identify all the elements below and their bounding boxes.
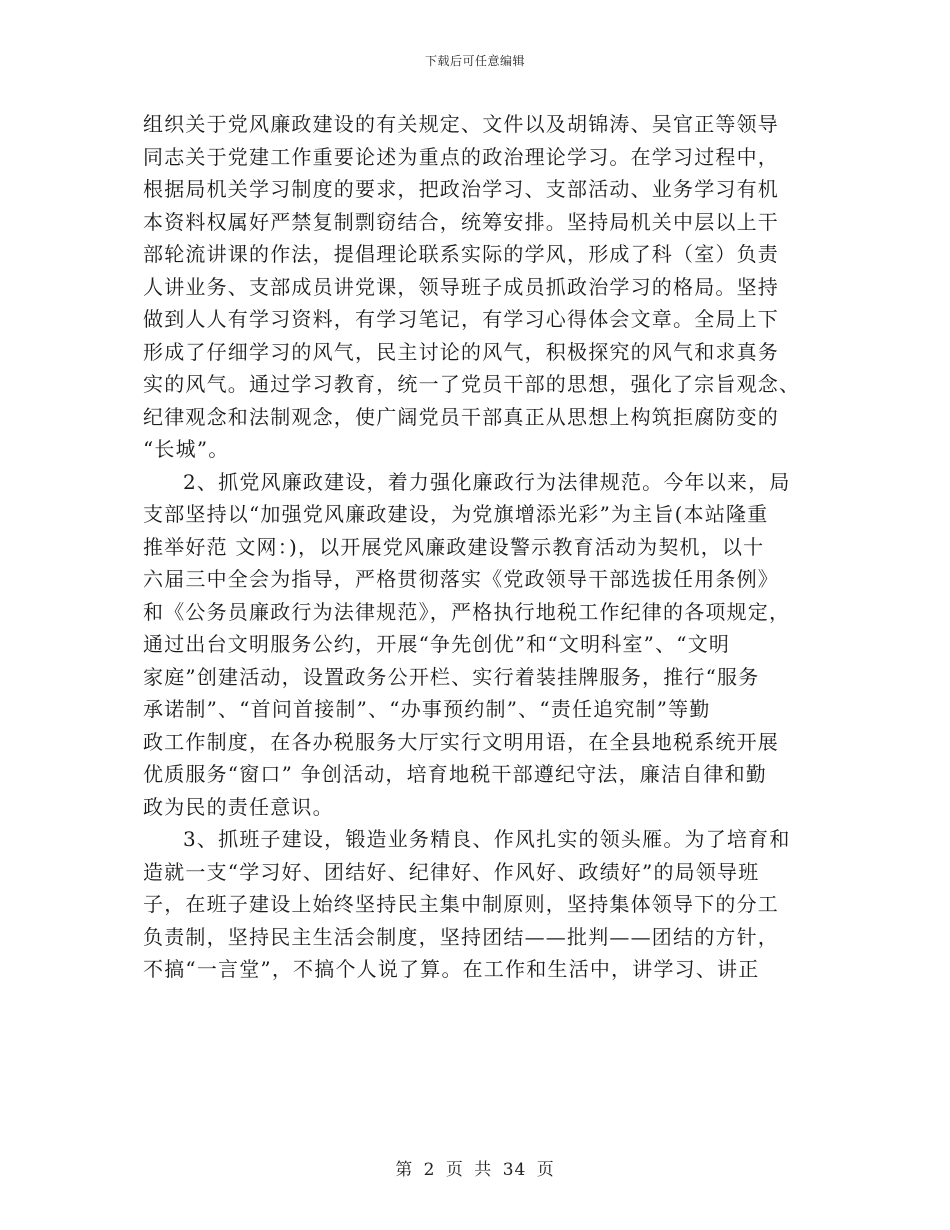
page-header-note: 下载后可任意编辑: [424, 54, 525, 68]
text-line: 本资料权属好严禁复制剽窃结合，统筹安排。坚持局机关中层以上干: [143, 209, 779, 234]
text-line: 造就一支“学习好、团结好、纪律好、作风好、政绩好”的局领导班: [143, 859, 760, 884]
text-line: 家庭”创建活动，设置政务公开栏、实行着装挂牌服务，推行“服务: [143, 664, 760, 689]
text-line: 和《公务员廉政行为法律规范》，严格执行地税工作纪律的各项规定，: [143, 599, 791, 624]
text-line: 同志关于党建工作重要论述为重点的政治理论学习。在学习过程中，: [143, 144, 779, 169]
paragraph-3-start: 3、抓班子建设，锻造业务精良、作风扎实的领头雁。为了培育和: [183, 827, 791, 851]
text-line: 实的风气。通过学习教育，统一了党员干部的思想，强化了宗旨观念、: [143, 372, 801, 396]
text-line: 政为民的责任意识。: [143, 794, 334, 819]
text-line: 优质服务“窗口” 争创活动，培育地税干部遵纪守法，廉洁自律和勤: [143, 762, 768, 786]
text-line: 子，在班子建设上始终坚持民主集中制原则，坚持集体领导下的分工: [143, 892, 779, 916]
text-line: 形成了仔细学习的风气，民主讨论的风气，积极探究的风气和求真务: [143, 339, 779, 364]
text-line: 根据局机关学习制度的要求，把政治学习、支部活动、业务学习有机: [143, 177, 779, 201]
text-line: “长城”。: [143, 437, 230, 461]
text-line: 政工作制度，在各办税服务大厅实行文明用语，在全县地税系统开展: [143, 729, 779, 754]
text-line: 部轮流讲课的作法，提倡理论联系实际的学风，形成了科（室）负责: [143, 242, 779, 266]
text-line: 承诺制”、“首问首接制”、“办事预约制”、“责任追究制”等勤: [143, 697, 711, 721]
text-line: 不搞“一言堂”，不搞个人说了算。在工作和生活中，讲学习、讲正: [143, 957, 760, 981]
document-body: [143, 108, 813, 986]
paragraph-2-start: 2、抓党风廉政建设，着力强化廉政行为法律规范。今年以来，局: [183, 469, 791, 494]
text-line: 推举好范 文网：)，以开展党风廉政建设警示教育活动为契机，以十: [143, 534, 765, 559]
page-number: 第 2 页 共 34 页: [395, 1160, 555, 1180]
text-line: 人讲业务、支部成员讲党课，领导班子成员抓政治学习的格局。坚持: [143, 274, 779, 299]
text-line: 支部坚持以“加强党风廉政建设，为党旗增添光彩”为主旨(本站隆重: [143, 502, 769, 526]
text-line: 六届三中全会为指导，严格贯彻落实《党政领导干部选拔任用条例》: [143, 567, 779, 591]
text-line: 通过出台文明服务公约，开展“争先创优”和“文明科室”、“文明: [143, 632, 731, 656]
text-line: 负责制，坚持民主生活会制度，坚持团结——批判——团结的方针，: [143, 924, 779, 949]
text-line: 做到人人有学习资料，有学习笔记，有学习心得体会文章。全局上下: [143, 307, 779, 331]
text-line: 纪律观念和法制观念，使广阔党员干部真正从思想上构筑拒腐防变的: [143, 404, 779, 429]
text-line: 组织关于党风廉政建设的有关规定、文件以及胡锦涛、吴官正等领导: [143, 112, 779, 136]
